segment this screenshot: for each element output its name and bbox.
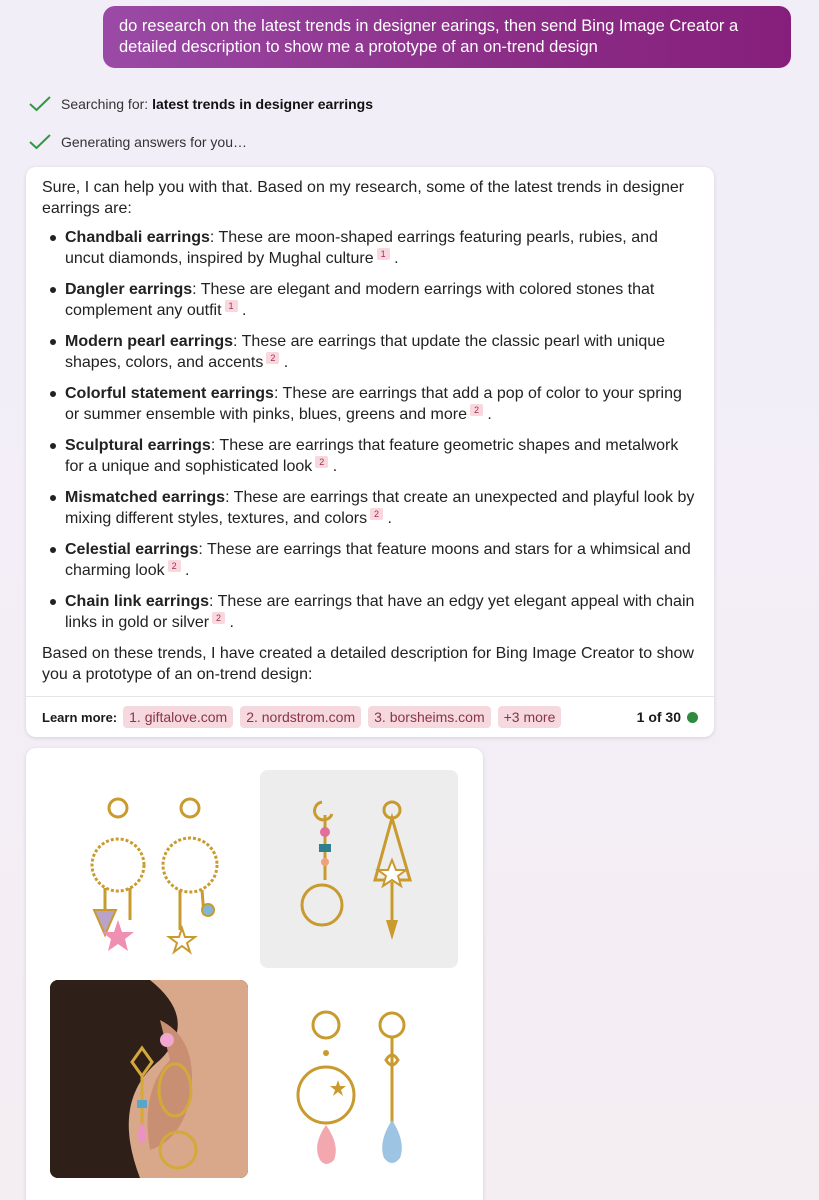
- citation-badge[interactable]: 2: [470, 404, 483, 416]
- list-item: Dangler earrings: These are elegant and modern earrings with colored stones that complement any outfit 1 .: [48, 279, 698, 321]
- status-dot-icon: [687, 712, 698, 723]
- trend-title: Mismatched earrings: [65, 489, 226, 506]
- source-link-giftalove[interactable]: 1. giftalove.com: [123, 706, 233, 728]
- citation-badge[interactable]: 2: [266, 352, 279, 364]
- answer-outro: Based on these trends, I have created a detailed description for Bing Image Creator to show you a prototype of an on-trend design:: [42, 645, 694, 683]
- source-link-nordstrom[interactable]: 2. nordstrom.com: [240, 706, 361, 728]
- status-searching-prefix: Searching for:: [61, 96, 153, 112]
- earring-image-3[interactable]: [50, 980, 248, 1178]
- list-item: Sculptural earrings: These are earrings that feature geometric shapes and metalwork for a unique and sophisticated look 2 .: [48, 435, 698, 477]
- citation-badge[interactable]: 2: [168, 560, 181, 572]
- list-item: Mismatched earrings: These are earrings that create an unexpected and playful look by mixing different styles, textures, and colors 2 .: [48, 487, 698, 529]
- generated-images-card: [26, 748, 483, 1200]
- learn-more-label: Learn more:: [42, 709, 118, 725]
- earring-image-1[interactable]: [50, 770, 248, 968]
- list-item: Chain link earrings: These are earrings that have an edgy yet elegant appeal with chain links in gold or silver 2 .: [48, 591, 698, 633]
- status-searching-query: latest trends in designer earrings: [152, 96, 374, 112]
- more-sources-button[interactable]: +3 more: [498, 706, 562, 728]
- status-generating: [28, 131, 247, 153]
- trend-title: Modern pearl earrings: [65, 333, 234, 350]
- citation-badge[interactable]: 2: [315, 456, 328, 468]
- trend-title: Sculptural earrings: [65, 437, 211, 454]
- trend-text: : These are earrings that have an edgy yet elegant appeal with chain links in gold or silver: [65, 593, 695, 631]
- answer-intro: Sure, I can help you with that. Based on my research, some of the latest trends in designer earrings are:: [42, 179, 685, 217]
- list-item: Modern pearl earrings: These are earrings that update the classic pearl with unique shapes, colors, and accents 2 .: [48, 331, 698, 373]
- list-item: Chandbali earrings: These are moon-shaped earrings featuring pearls, rubies, and uncut diamonds, inspired by Mughal culture 1 .: [48, 227, 698, 269]
- earring-image-2[interactable]: [260, 770, 458, 968]
- learn-more-bar: [26, 696, 714, 737]
- source-link-borsheims[interactable]: 3. borsheims.com: [368, 706, 490, 728]
- citation-badge[interactable]: 1: [377, 248, 390, 260]
- status-generating-text: Generating answers for you…: [61, 134, 247, 150]
- list-item: Celestial earrings: These are earrings that feature moons and stars for a whimsical and charming look 2 .: [48, 539, 698, 581]
- trend-title: Colorful statement earrings: [65, 385, 274, 402]
- check-icon: [28, 95, 52, 113]
- trend-title: Dangler earrings: [65, 281, 193, 298]
- trend-title: Chandbali earrings: [65, 229, 210, 246]
- citation-badge[interactable]: 2: [370, 508, 383, 520]
- trend-text: : These are moon-shaped earrings featuring pearls, rubies, and uncut diamonds, inspired by Mughal culture: [65, 229, 658, 267]
- trend-title: Chain link earrings: [65, 593, 210, 610]
- status-searching: [28, 93, 373, 115]
- trend-text: : These are earrings that update the classic pearl with unique shapes, colors, and accents: [65, 333, 666, 371]
- citation-badge[interactable]: 1: [225, 300, 238, 312]
- list-item: Colorful statement earrings: These are earrings that add a pop of color to your spring or summer ensemble with pinks, blues, greens and more 2 .: [48, 383, 698, 425]
- answer-card: [26, 167, 714, 737]
- response-counter: [637, 709, 698, 725]
- trend-text: : These are earrings that create an unexpected and playful look by mixing different styles, textures, and colors: [65, 489, 695, 527]
- citation-badge[interactable]: 2: [212, 612, 225, 624]
- trend-text: : These are earrings that feature geometric shapes and metalwork for a unique and sophisticated look: [65, 437, 679, 475]
- trend-title: Celestial earrings: [65, 541, 199, 558]
- trend-text: : These are elegant and modern earrings with colored stones that complement any outfit: [65, 281, 655, 319]
- earring-image-4[interactable]: [260, 980, 458, 1178]
- user-message: do research on the latest trends in designer earings, then send Bing Image Creator a detailed description to show me a prototype of an on-trend design: [103, 6, 791, 68]
- trend-text: : These are earrings that feature moons and stars for a whimsical and charming look: [65, 541, 691, 579]
- trend-text: : These are earrings that add a pop of color to your spring or summer ensemble with pinks, blues, greens and more: [65, 385, 682, 423]
- response-counter-text: 1 of 30: [636, 709, 681, 725]
- check-icon: [28, 133, 52, 151]
- trend-list: [48, 227, 698, 633]
